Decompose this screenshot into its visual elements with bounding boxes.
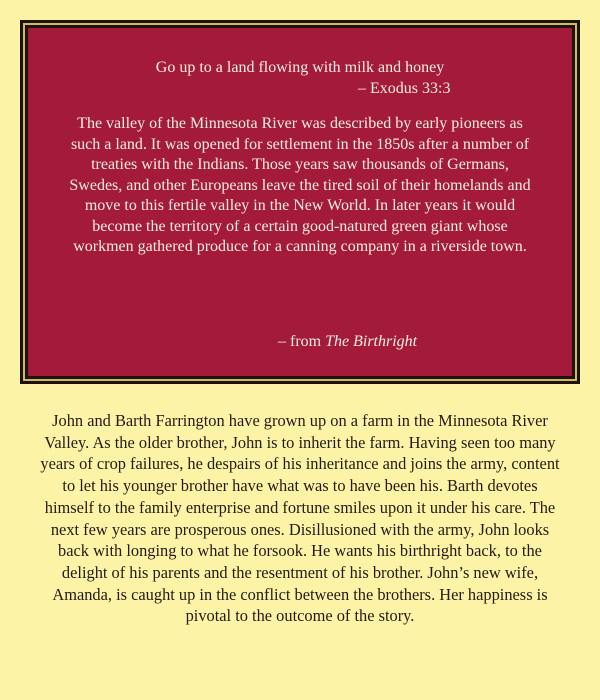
epigraph-quote: Go up to a land flowing with milk and honey xyxy=(155,59,445,76)
book-title: The Birthright xyxy=(325,333,418,350)
excerpt-attribution xyxy=(278,332,417,352)
epigraph-source: – Exodus 33:3 xyxy=(358,80,451,97)
book-excerpt: The valley of the Minnesota River was described by early pioneers as such a land. It was opened for settlement in the 1850s after a number of treaties with the Indians. Those years saw thousands of Germans, Swedes, and other Europeans leave the tired soil of their homelands and move to this fertile valley in the New World. In later years it would become the territory of a certain good-natured green giant whose workmen gathered produce for a canning company in a riverside town. xyxy=(69,115,531,255)
quote-panel-frame xyxy=(20,20,580,384)
quote-panel-border xyxy=(23,23,577,381)
quote-panel xyxy=(28,28,572,376)
attribution-prefix: – from xyxy=(278,333,326,350)
book-synopsis: John and Barth Farrington have grown up on a farm in the Minnesota River Valley. As the older brother, John is to inherit the farm. Having seen too many years of crop failures, he despairs of his inheritance and joins the army, content to let his younger brother have what was to have been his. Barth devotes himself to the family enterprise and fortune smiles upon it under his care. The next few years are prosperous ones. Disillusioned with the army, John looks back with longing to what he forsook. He wants his birthright back, to the delight of his parents and the resentment of his brother. John’s new wife, Amanda, is caught up in the conflict between the brothers. Her happiness is pivotal to the outcome of the story. xyxy=(40,411,560,626)
